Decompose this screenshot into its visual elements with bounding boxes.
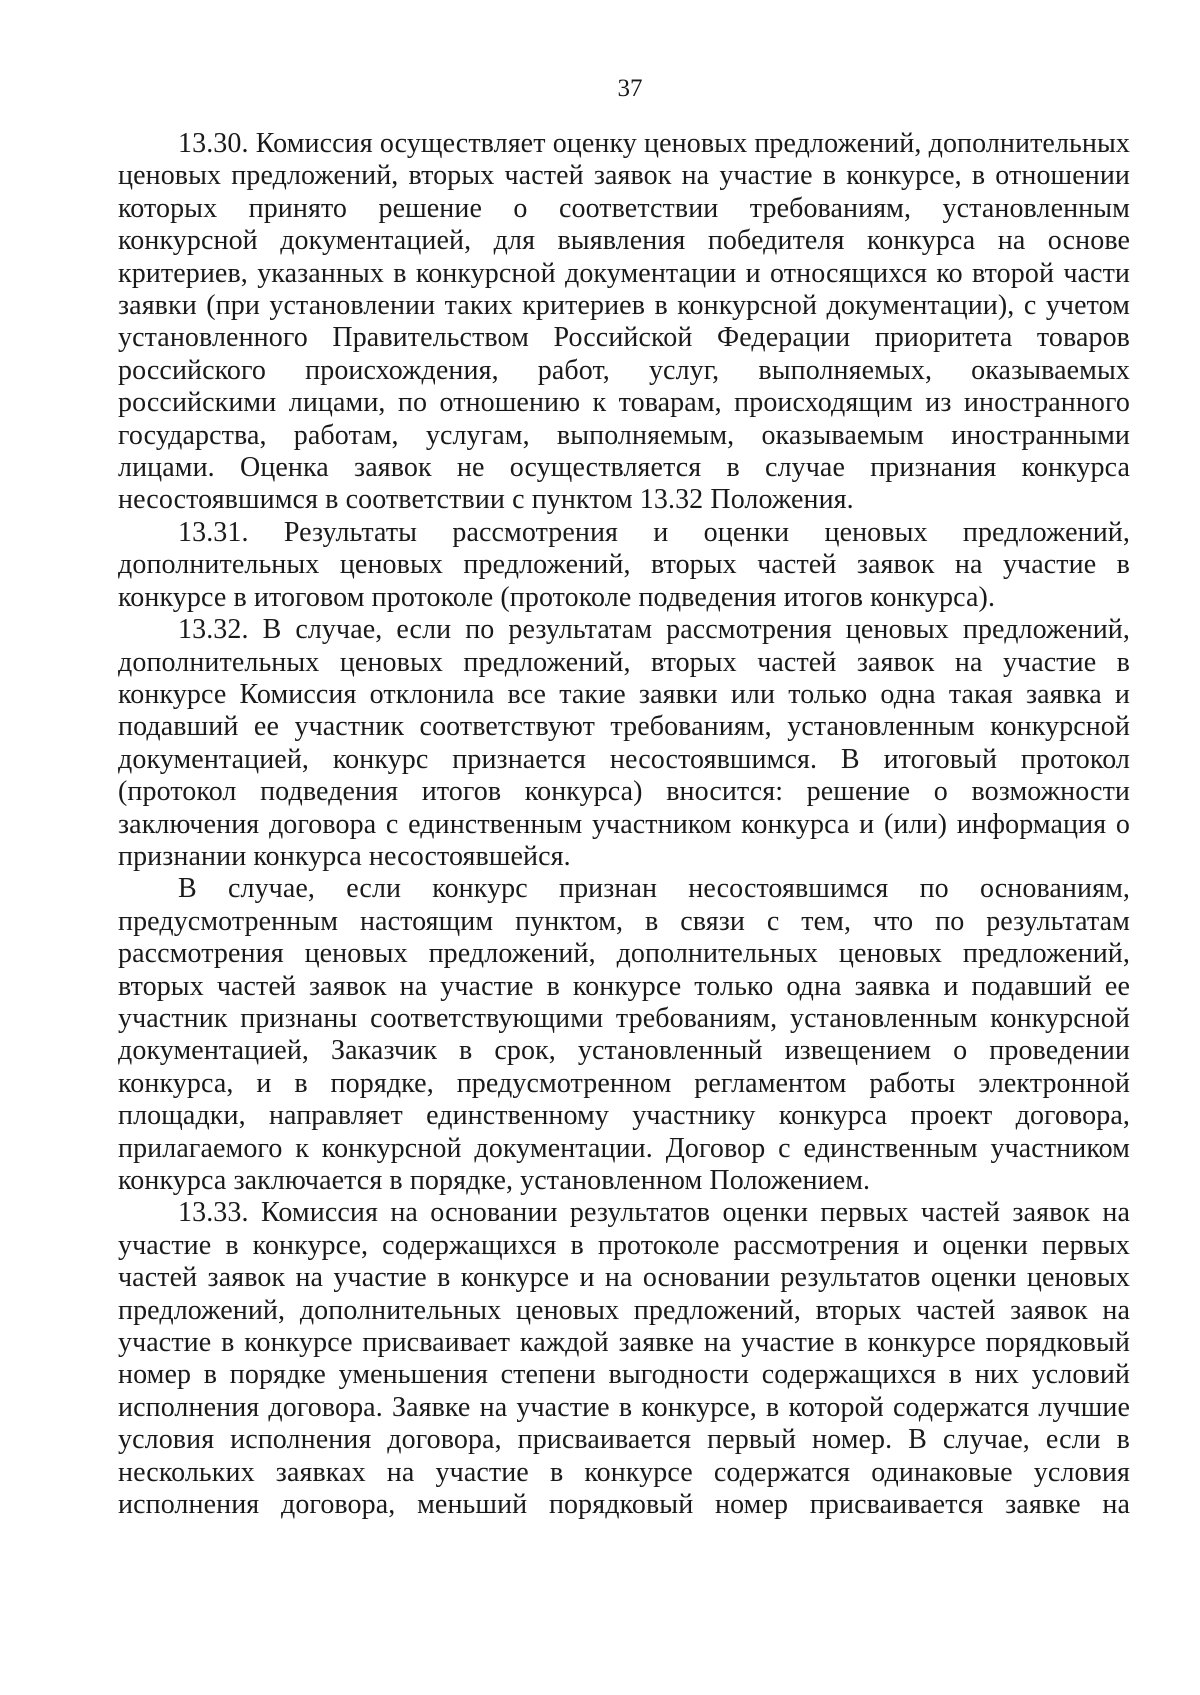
paragraph-13-30: 13.30. Комиссия осуществляет оценку ценовых предложений, дополнительных ценовых предложений, вторых частей заявок на участие в конкурсе, в отношении которых принято решение о соответствии требованиям, установленным конкурсной документацией, для выявления победителя конкурса на основе критериев, указанных в конкурсной документации и относящихся ко второй части заявки (при установлении таких критериев в конкурсной документации), с учетом установленного Правительством Российской Федерации приоритета товаров российского происхождения, работ, услуг, выполняемых, оказываемых российскими лицами, по отношению к товарам, происходящим из иностранного государства, работам, услугам, выполняемым, оказываемым иностранными лицами. Оценка заявок не осуществляется в случае признания конкурса несостоявшимся в соответствии с пунктом 13.32 Положения. — [118, 128, 1130, 516]
document-body — [118, 128, 1130, 1521]
paragraph-13-31: 13.31. Результаты рассмотрения и оценки ценовых предложений, дополнительных ценовых предложений, вторых частей заявок на участие в конкурсе в итоговом протоколе (протоколе подведения итогов конкурса). — [118, 516, 1130, 613]
page-number: 37 — [617, 75, 643, 102]
paragraph-13-32-continued: В случае, если конкурс признан несостоявшимся по основаниям, предусмотренным настоящим пунктом, в связи с тем, что по результатам рассмотрения ценовых предложений, дополнительных ценовых предложений, вторых частей заявок на участие в конкурсе только одна заявка и подавший ее участник признаны соответствующими требованиям, установленным конкурсной документацией, Заказчик в срок, установленный извещением о проведении конкурса, и в порядке, предусмотренном регламентом работы электронной площадки, направляет единственному участнику конкурса проект договора, прилагаемого к конкурсной документации. Договор с единственным участником конкурса заключается в порядке, установленном Положением. — [118, 873, 1130, 1196]
paragraph-13-33: 13.33. Комиссия на основании результатов оценки первых частей заявок на участие в конкурсе, содержащихся в протоколе рассмотрения и оценки первых частей заявок на участие в конкурсе и на основании результатов оценки ценовых предложений, дополнительных ценовых предложений, вторых частей заявок на участие в конкурсе присваивает каждой заявке на участие в конкурсе порядковый номер в порядке уменьшения степени выгодности содержащихся в них условий исполнения договора. Заявке на участие в конкурсе, в которой содержатся лучшие условия исполнения договора, присваивается первый номер. В случае, если в нескольких заявках на участие в конкурсе содержатся одинаковые условия исполнения договора, меньший порядковый номер присваивается заявке на — [118, 1197, 1130, 1521]
paragraph-13-32: 13.32. В случае, если по результатам рассмотрения ценовых предложений, дополнительных ценовых предложений, вторых частей заявок на участие в конкурсе Комиссия отклонила все такие заявки или только одна такая заявка и подавший ее участник соответствуют требованиям, установленным конкурсной документацией, конкурс признается несостоявшимся. В итоговый протокол (протокол подведения итогов конкурса) вносится: решение о возможности заключения договора с единственным участником конкурса и (или) информация о признании конкурса несостоявшейся. — [118, 614, 1130, 872]
